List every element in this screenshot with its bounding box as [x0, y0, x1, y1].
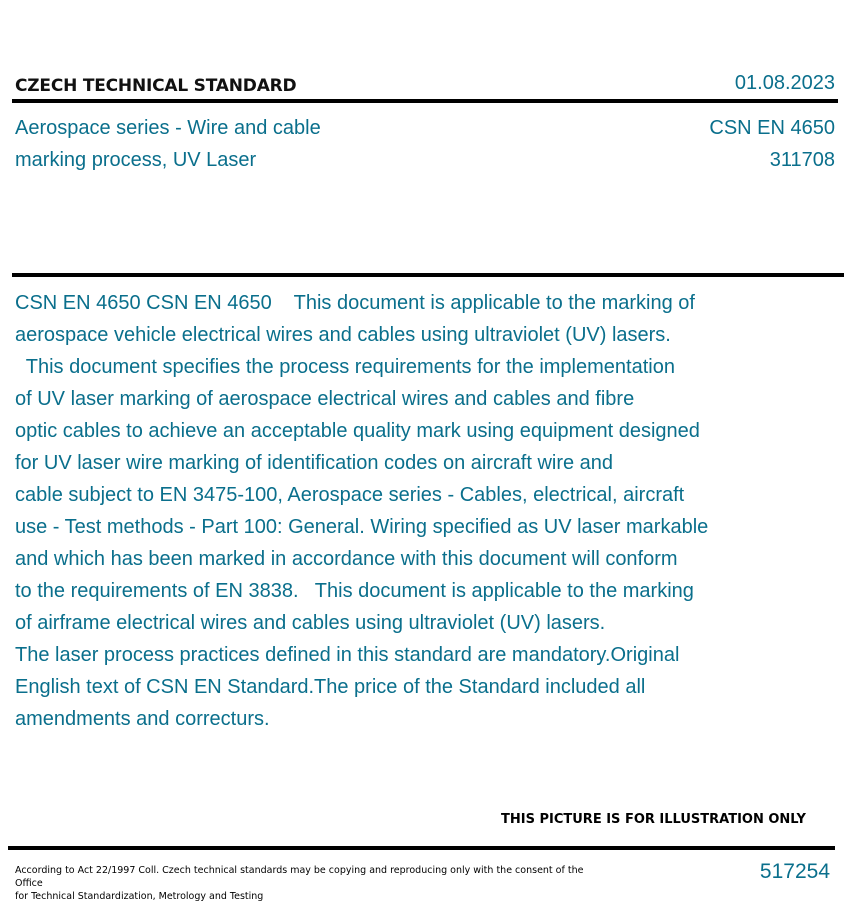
abstract-line: English text of CSN EN Standard.The price of the Standard included all [15, 676, 646, 698]
abstract-line: aerospace vehicle electrical wires and cables using ultraviolet (UV) lasers. [15, 324, 671, 346]
abstract-line: for UV laser wire marking of identification codes on aircraft wire and [15, 452, 614, 474]
abstract-line: This document specifies the process requirements for the implementation [15, 356, 675, 378]
illustration-disclaimer: THIS PICTURE IS FOR ILLUSTRATION ONLY [501, 812, 806, 827]
title-divider [12, 273, 844, 277]
legal-notice-line-1: According to Act 22/1997 Coll. Czech technical standards may be copying and reproducing only with the consent of the Office [15, 865, 584, 889]
abstract-line: and which has been marked in accordance with this document will conform [15, 548, 678, 570]
abstract-line: CSN EN 4650 CSN EN 4650 This document is applicable to the marking of [15, 292, 695, 314]
standard-title-line-1: Aerospace series - Wire and cable [15, 117, 321, 139]
abstract-line: to the requirements of EN 3838. This document is applicable to the marking [15, 580, 694, 602]
classification-code: 311708 [769, 149, 835, 171]
abstract-line: use - Test methods - Part 100: General. Wiring specified as UV laser markable [15, 516, 709, 538]
publication-date: 01.08.2023 [734, 72, 835, 94]
header-divider [12, 99, 838, 103]
abstract-line: of UV laser marking of aerospace electrical wires and cables and fibre [15, 388, 635, 410]
product-code: 517254 [759, 860, 830, 883]
legal-notice-line-2: for Technical Standardization, Metrology and Testing [15, 891, 264, 902]
abstract-line: cable subject to EN 3475-100, Aerospace series - Cables, electrical, aircraft [15, 484, 685, 506]
abstract-line: of airframe electrical wires and cables using ultraviolet (UV) lasers. [15, 612, 606, 634]
footer-divider [8, 846, 835, 850]
standard-title-line-2: marking process, UV Laser [15, 149, 257, 171]
abstract-line: amendments and correcturs. [15, 708, 270, 730]
document-type-label: CZECH TECHNICAL STANDARD [15, 76, 297, 96]
legal-notice [15, 864, 595, 903]
abstract-line: optic cables to achieve an acceptable quality mark using equipment designed [15, 420, 700, 442]
abstract-text [15, 287, 775, 735]
abstract-line: The laser process practices defined in this standard are mandatory.Original [15, 644, 680, 666]
standard-number: CSN EN 4650 [709, 117, 835, 139]
